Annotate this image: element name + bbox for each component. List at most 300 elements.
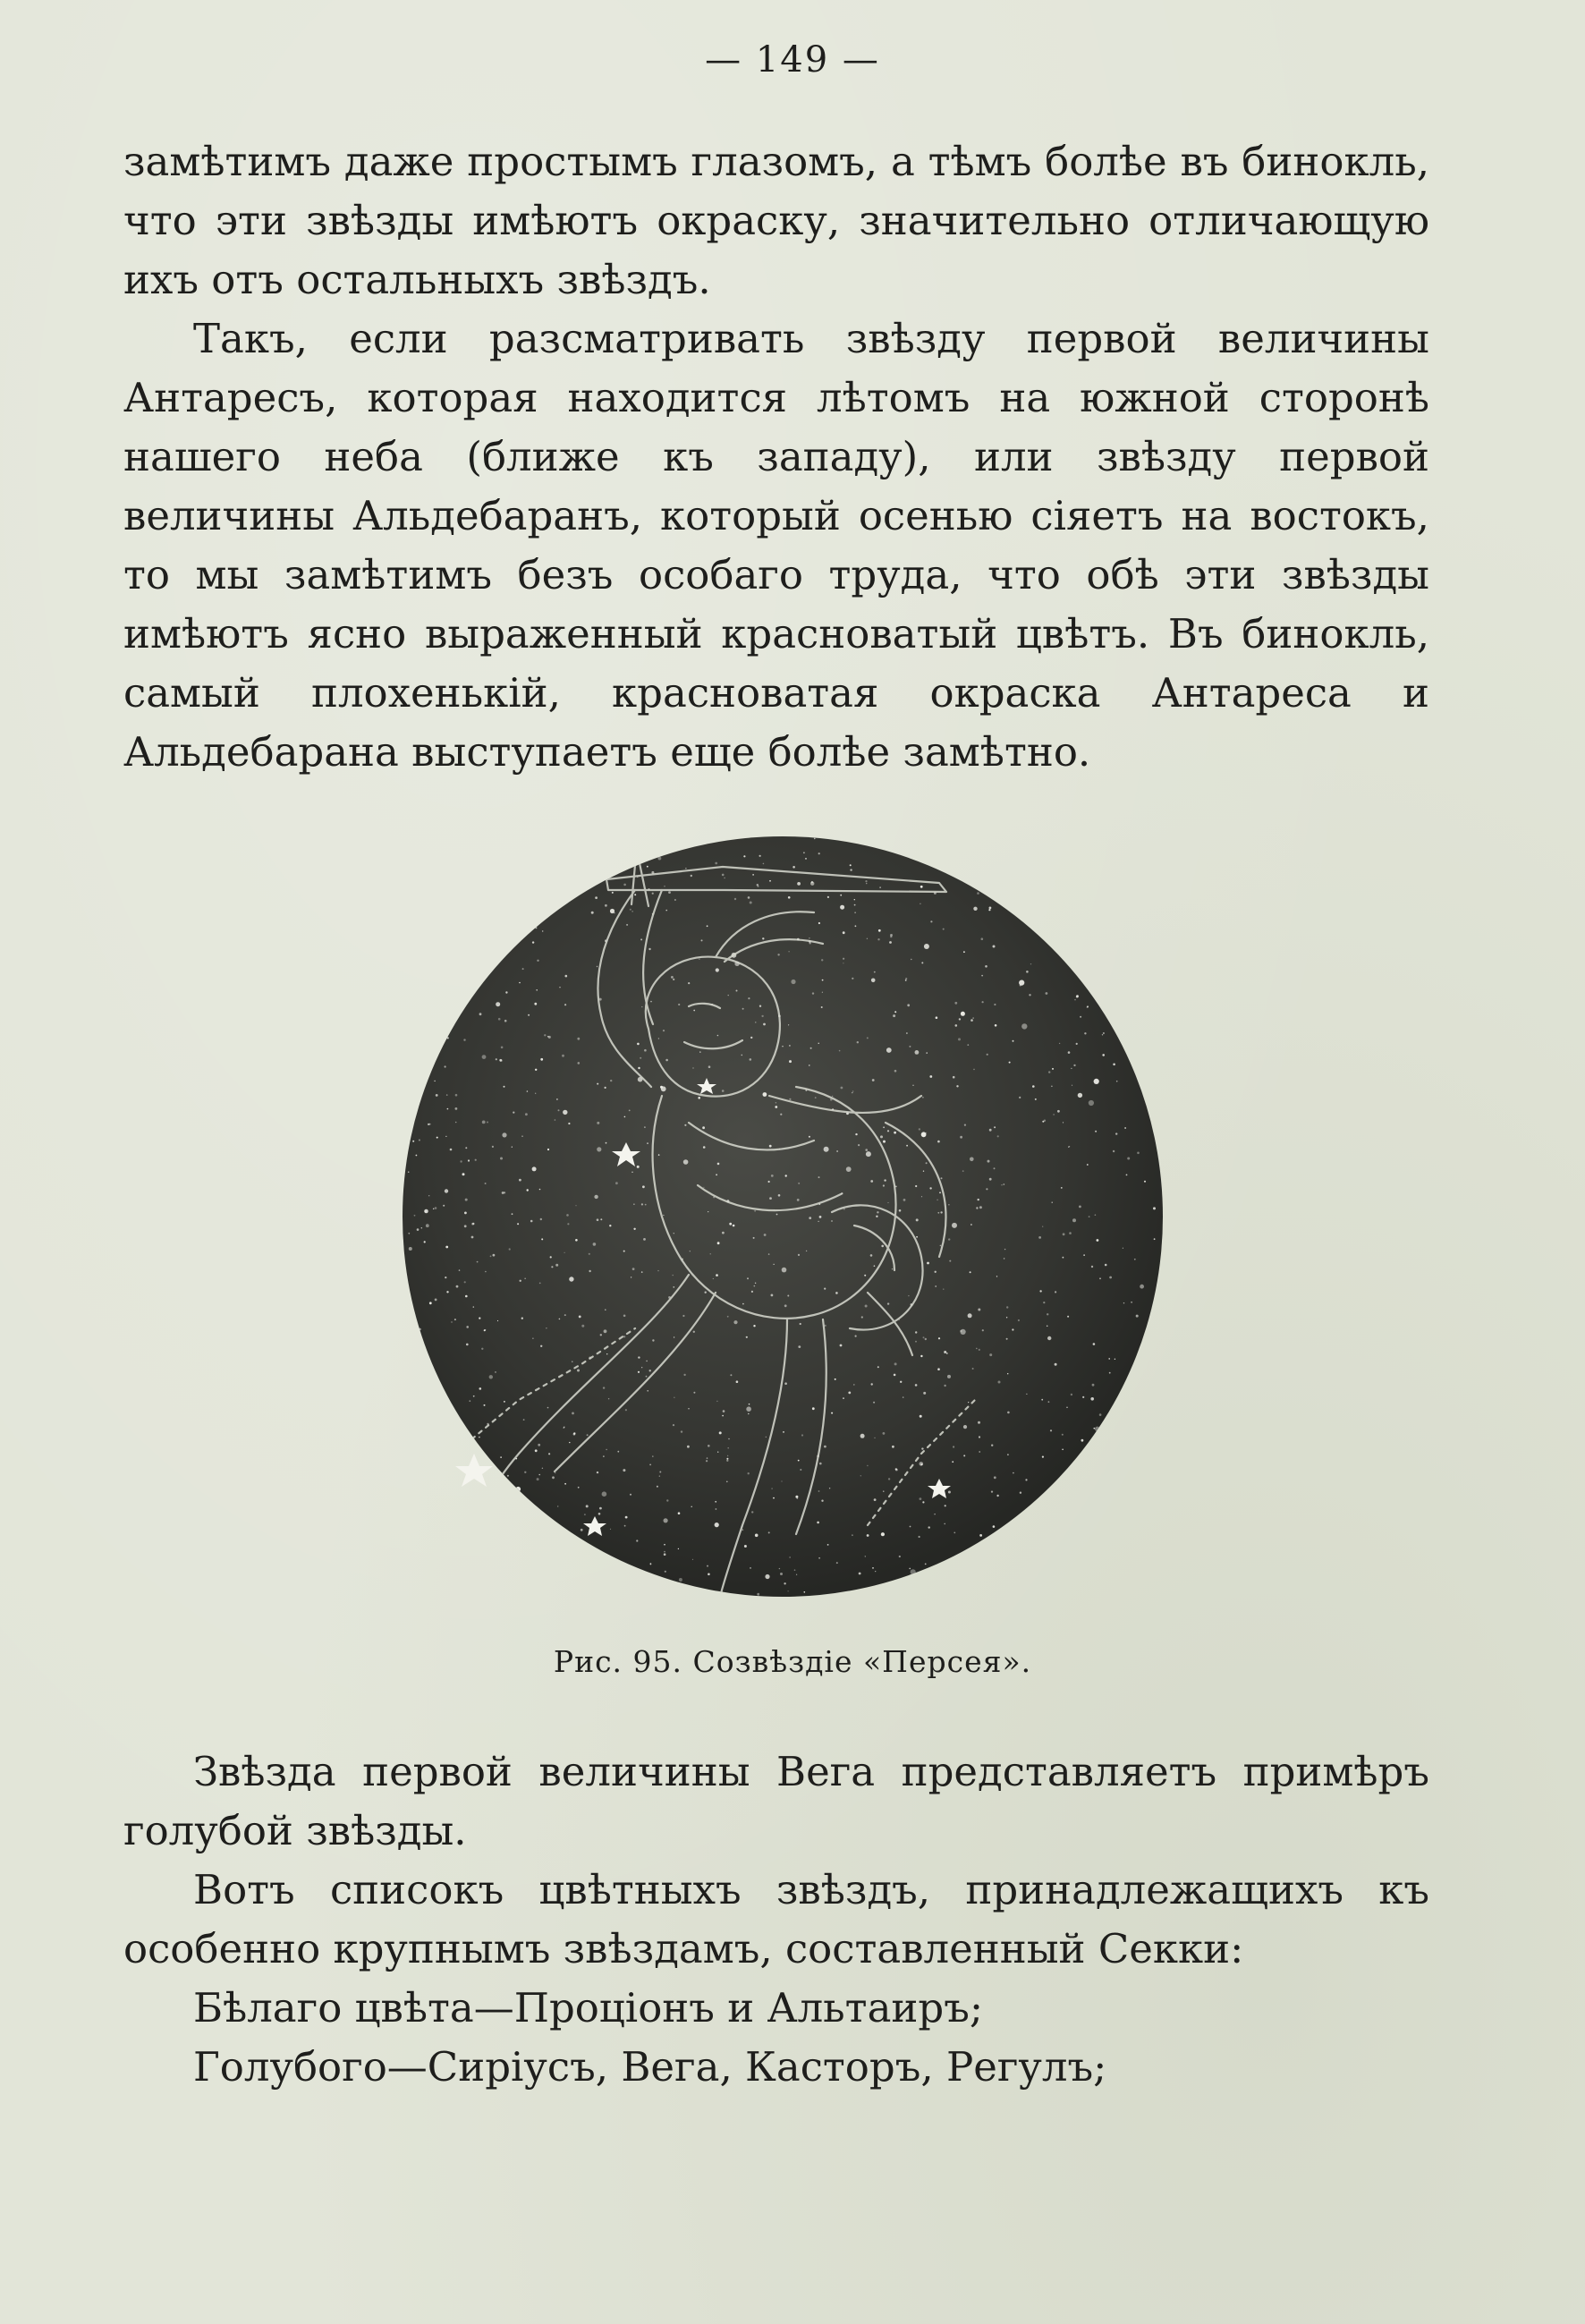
star-speck — [822, 992, 823, 993]
star-speck — [894, 1011, 896, 1013]
star-speck — [780, 1114, 782, 1115]
star-speck — [943, 1289, 944, 1290]
star-speck — [586, 1505, 589, 1507]
star-speck — [600, 1218, 602, 1220]
star-speck — [707, 1457, 708, 1459]
star-speck — [523, 1419, 525, 1421]
star-speck — [534, 1003, 537, 1005]
star-speck — [781, 1480, 782, 1481]
star-speck — [979, 1534, 982, 1537]
star-speck — [450, 1149, 453, 1151]
star-speck — [490, 1256, 492, 1258]
star-speck — [878, 929, 881, 932]
star-speck — [565, 975, 568, 978]
star-speck — [782, 1268, 787, 1273]
star-speck — [962, 1170, 964, 1172]
star-speck — [716, 1508, 717, 1510]
star-speck — [597, 1147, 601, 1151]
star-speck — [872, 1079, 875, 1081]
star-speck — [1001, 1184, 1002, 1185]
star-speck — [473, 1395, 475, 1397]
star-speck — [944, 1523, 945, 1525]
star-speck — [747, 1277, 749, 1279]
star-speck — [1099, 1277, 1101, 1279]
star-speck — [874, 971, 876, 973]
star-speck — [630, 1494, 631, 1496]
star-speck — [722, 1415, 724, 1417]
star-speck — [1048, 1071, 1050, 1073]
star-speck — [782, 1046, 783, 1047]
star-speck — [777, 954, 779, 955]
star-speck — [804, 1591, 806, 1593]
star-speck — [979, 1436, 980, 1438]
star-speck — [648, 948, 650, 950]
star-speck — [819, 1216, 822, 1218]
star-speck — [673, 979, 674, 980]
star-speck — [766, 1437, 767, 1438]
star-speck — [447, 1108, 449, 1110]
star-speck — [482, 1121, 486, 1124]
star-speck — [1042, 1456, 1044, 1458]
star-speck — [546, 1327, 547, 1328]
star-speck — [722, 1232, 725, 1234]
star-speck — [791, 980, 795, 984]
star-speck — [1109, 1372, 1111, 1374]
star-speck — [597, 1472, 598, 1473]
star-speck — [1042, 1121, 1044, 1123]
star-speck — [864, 1275, 866, 1277]
star-speck — [871, 979, 876, 983]
star-speck — [805, 858, 807, 860]
star-speck — [1136, 1315, 1139, 1318]
star-speck — [970, 1271, 971, 1273]
star-speck — [428, 1195, 429, 1196]
star-speck — [809, 937, 810, 939]
star-speck — [1061, 1187, 1063, 1189]
star-speck — [850, 869, 852, 870]
star-speck — [905, 980, 907, 981]
star-speck — [1123, 1302, 1124, 1303]
star-speck — [409, 1247, 412, 1251]
star-speck — [961, 1329, 966, 1335]
star-speck — [493, 1254, 496, 1257]
star-speck — [537, 960, 538, 962]
star-speck — [920, 903, 921, 905]
star-speck — [996, 1276, 997, 1277]
star-speck — [481, 1348, 483, 1350]
star-speck — [993, 1525, 996, 1528]
star-speck — [584, 1514, 586, 1515]
star-speck — [637, 1166, 640, 1168]
star-speck — [968, 1402, 969, 1403]
star-speck — [810, 1047, 812, 1049]
star-speck — [894, 1362, 897, 1365]
star-speck — [883, 1184, 885, 1186]
star-speck — [489, 1375, 493, 1378]
star-speck — [920, 1415, 922, 1418]
star-speck — [779, 1568, 780, 1569]
star-speck — [1091, 1266, 1093, 1268]
star-speck — [640, 938, 642, 940]
star-speck — [499, 1059, 502, 1062]
star-speck — [798, 1460, 800, 1462]
star-speck — [641, 1367, 642, 1368]
star-speck — [624, 1525, 626, 1527]
star-speck — [987, 1054, 988, 1056]
star-speck — [991, 1491, 993, 1493]
star-speck — [780, 1573, 783, 1575]
star-speck — [539, 1189, 541, 1191]
star-speck — [936, 1016, 938, 1019]
star-speck — [852, 1534, 853, 1536]
star-speck — [993, 946, 996, 948]
star-speck — [926, 1162, 928, 1164]
star-speck — [657, 1270, 658, 1271]
star-speck — [795, 1496, 798, 1498]
star-speck — [867, 1534, 869, 1537]
star-speck — [419, 1328, 421, 1331]
star-speck — [542, 930, 543, 931]
star-speck — [982, 1329, 984, 1331]
star-speck — [920, 1497, 922, 1500]
star-speck — [973, 907, 977, 911]
star-speck — [928, 1526, 930, 1528]
star-speck — [465, 1199, 468, 1201]
star-speck — [719, 1431, 722, 1434]
star-speck — [822, 980, 824, 981]
star-speck — [636, 1539, 638, 1541]
star-speck — [742, 1055, 743, 1056]
star-speck — [1087, 1164, 1089, 1166]
star-speck — [513, 1112, 514, 1114]
star-speck — [771, 1175, 774, 1177]
star-speck — [1068, 1147, 1069, 1148]
star-speck — [437, 1137, 438, 1139]
star-speck — [910, 1526, 911, 1528]
star-speck — [1082, 1396, 1084, 1398]
star-speck — [921, 1463, 923, 1465]
star-speck — [843, 1397, 844, 1399]
star-speck — [754, 1285, 756, 1287]
star-speck — [500, 1158, 503, 1160]
star-speck — [872, 1567, 874, 1569]
star-speck — [921, 962, 923, 963]
star-speck — [536, 989, 538, 991]
star-speck — [995, 1024, 997, 1027]
star-speck — [672, 1275, 674, 1277]
star-speck — [1140, 1285, 1144, 1289]
star-speck — [986, 1188, 987, 1190]
star-speck — [524, 1472, 526, 1473]
star-speck — [708, 1445, 710, 1447]
star-speck — [998, 1381, 1001, 1384]
paragraph-continuation: замѣтимъ даже простымъ глазомъ, а тѣмъ болѣе въ бинокль, что эти звѣзды имѣютъ окраску, значительно отличающую ихъ отъ остальныхъ звѣздъ. — [123, 138, 1429, 303]
star-speck — [602, 1491, 607, 1497]
star-speck — [699, 1051, 701, 1053]
star-speck — [763, 1023, 766, 1026]
star-speck — [713, 1278, 714, 1279]
star-speck — [464, 1281, 466, 1283]
star-speck — [1071, 1394, 1072, 1395]
star-speck — [794, 1569, 796, 1571]
star-speck — [1095, 1214, 1097, 1216]
star-speck — [788, 1024, 789, 1025]
star-speck — [1007, 1373, 1008, 1374]
star-speck — [978, 1309, 980, 1311]
star-speck — [657, 1486, 658, 1488]
star-speck — [883, 1491, 884, 1492]
star-speck — [594, 1195, 598, 1199]
star-speck — [715, 1501, 716, 1503]
star-speck — [814, 838, 815, 839]
star-speck — [1126, 1175, 1128, 1176]
star-speck — [1074, 999, 1076, 1001]
star-speck — [860, 1434, 865, 1438]
star-speck — [649, 1464, 651, 1466]
star-speck — [865, 880, 867, 882]
star-speck — [789, 1060, 792, 1063]
star-speck — [797, 882, 801, 886]
star-speck — [921, 1196, 922, 1197]
star-speck — [537, 1478, 539, 1480]
star-speck — [605, 904, 607, 907]
star-speck — [603, 1455, 604, 1456]
star-speck — [920, 1355, 922, 1357]
star-speck — [1007, 1454, 1009, 1455]
star-speck — [867, 938, 868, 939]
star-speck — [581, 1325, 584, 1327]
star-speck — [647, 866, 648, 868]
star-speck — [646, 1376, 648, 1378]
star-speck — [742, 1008, 744, 1010]
star-speck — [946, 1353, 948, 1354]
star-speck — [678, 1548, 679, 1549]
star-speck — [1094, 1079, 1099, 1084]
star-speck — [987, 1160, 990, 1163]
star-speck — [1093, 1343, 1096, 1345]
star-speck — [870, 1180, 873, 1183]
star-speck — [972, 1368, 974, 1370]
star-speck — [854, 899, 855, 900]
star-speck — [899, 1556, 901, 1557]
star-speck — [715, 1522, 719, 1527]
star-speck — [743, 855, 745, 857]
star-speck — [1046, 992, 1048, 995]
star-speck — [640, 1057, 641, 1059]
star-speck — [544, 1034, 546, 1036]
star-speck — [784, 1382, 787, 1385]
star-speck — [424, 1241, 426, 1243]
star-speck — [789, 1045, 791, 1047]
star-speck — [979, 1349, 980, 1351]
star-speck — [479, 1387, 482, 1390]
star-speck — [1102, 1034, 1103, 1035]
star-speck — [716, 1274, 718, 1277]
star-speck — [852, 978, 853, 980]
star-speck — [960, 1136, 962, 1139]
star-speck — [892, 1446, 894, 1448]
star-speck — [445, 1065, 446, 1067]
star-speck — [750, 1567, 751, 1569]
star-speck — [736, 990, 738, 992]
star-speck — [915, 1384, 918, 1387]
star-speck — [682, 1315, 684, 1317]
star-speck — [505, 991, 507, 993]
star-speck — [559, 1319, 561, 1320]
star-speck — [798, 1183, 800, 1184]
star-speck — [867, 1465, 868, 1466]
star-speck — [538, 1474, 540, 1476]
star-speck — [887, 1202, 888, 1203]
star-speck — [632, 911, 633, 912]
star-speck — [425, 1210, 427, 1212]
star-speck — [455, 1107, 458, 1110]
star-speck — [643, 1238, 646, 1241]
star-speck — [769, 1197, 772, 1200]
star-speck — [443, 1205, 445, 1207]
star-speck — [1095, 1427, 1100, 1432]
star-speck — [606, 1353, 607, 1354]
star-speck — [937, 1368, 940, 1370]
star-speck — [681, 1430, 682, 1432]
star-speck — [691, 875, 692, 877]
star-speck — [848, 1392, 851, 1395]
star-speck — [707, 925, 708, 927]
star-speck — [504, 1401, 505, 1403]
star-speck — [547, 1149, 549, 1150]
star-speck — [818, 1490, 820, 1492]
star-speck — [559, 987, 560, 988]
star-speck — [463, 1039, 465, 1040]
star-speck — [610, 1529, 611, 1530]
star-speck — [717, 1242, 720, 1244]
star-speck — [879, 886, 881, 888]
star-speck — [687, 1446, 690, 1448]
star-speck — [954, 1002, 957, 1005]
star-speck — [416, 1155, 418, 1157]
star-speck — [717, 1163, 720, 1166]
star-speck — [417, 1228, 420, 1231]
star-speck — [764, 1234, 767, 1236]
star-speck — [873, 1402, 875, 1404]
star-speck — [798, 1345, 801, 1348]
star-speck — [939, 1192, 941, 1193]
star-speck — [535, 927, 537, 929]
star-speck — [921, 1447, 923, 1449]
star-speck — [566, 1214, 569, 1217]
star-speck — [883, 1432, 886, 1435]
star-speck — [1073, 1064, 1075, 1066]
star-speck — [748, 896, 750, 899]
star-speck — [1062, 1434, 1064, 1436]
star-speck — [839, 1050, 841, 1052]
star-speck — [925, 1338, 927, 1340]
star-speck — [521, 1135, 523, 1137]
star-speck — [908, 1295, 909, 1296]
star-speck — [874, 1498, 877, 1501]
star-speck — [631, 1172, 632, 1173]
star-speck — [789, 1098, 791, 1100]
star-speck — [652, 893, 654, 895]
star-speck — [894, 1070, 897, 1073]
star-speck — [466, 1326, 469, 1328]
star-speck — [944, 1385, 945, 1387]
star-speck — [798, 1254, 800, 1256]
star-speck — [921, 1132, 927, 1137]
star-speck — [835, 1292, 838, 1294]
star-speck — [937, 1212, 939, 1214]
star-speck — [888, 1478, 890, 1480]
star-speck — [887, 1302, 889, 1304]
star-speck — [989, 1178, 992, 1181]
star-speck — [1035, 1098, 1037, 1100]
star-speck — [647, 1390, 648, 1392]
star-speck — [1083, 1254, 1085, 1256]
star-speck — [748, 1413, 749, 1414]
star-speck — [455, 1122, 457, 1124]
star-speck — [943, 929, 945, 930]
star-speck — [850, 864, 852, 866]
star-speck — [733, 1320, 737, 1324]
star-speck — [994, 1476, 996, 1479]
star-speck — [784, 1304, 787, 1307]
star-speck — [978, 1199, 979, 1200]
star-speck — [1134, 1259, 1136, 1260]
star-speck — [516, 1487, 521, 1492]
star-speck — [994, 1126, 996, 1128]
star-speck — [492, 1146, 494, 1148]
star-speck — [578, 1062, 581, 1064]
star-speck — [1154, 1238, 1156, 1240]
star-speck — [894, 1132, 896, 1134]
star-speck — [754, 1210, 756, 1212]
star-speck — [1108, 1358, 1110, 1360]
star-speck — [818, 1557, 820, 1559]
star-speck — [563, 1110, 567, 1115]
star-speck — [589, 1270, 590, 1272]
star-speck — [1047, 1336, 1051, 1340]
star-speck — [1006, 1317, 1007, 1318]
star-speck — [915, 1331, 917, 1333]
star-speck — [641, 1271, 643, 1273]
star-speck — [765, 1574, 769, 1579]
star-speck — [968, 1313, 972, 1318]
star-speck — [693, 1392, 695, 1394]
star-speck — [445, 1189, 448, 1192]
star-speck — [911, 1569, 916, 1574]
star-speck — [1047, 1326, 1048, 1327]
star-speck — [919, 1128, 920, 1130]
star-speck — [768, 1531, 770, 1533]
star-speck — [716, 968, 719, 971]
star-speck — [744, 1545, 747, 1548]
star-speck — [555, 1264, 558, 1267]
star-speck — [1072, 1218, 1076, 1222]
star-speck — [855, 925, 857, 927]
star-speck — [949, 1260, 951, 1262]
star-speck — [722, 1090, 725, 1092]
star-speck — [495, 1371, 496, 1373]
star-speck — [988, 909, 990, 911]
star-speck — [892, 1268, 893, 1269]
star-speck — [1019, 1097, 1021, 1098]
star-speck — [778, 1194, 781, 1197]
star-speck — [977, 892, 979, 895]
star-speck — [953, 1076, 955, 1079]
star-speck — [597, 966, 598, 967]
star-speck — [887, 1130, 889, 1132]
star-speck — [501, 1047, 504, 1049]
